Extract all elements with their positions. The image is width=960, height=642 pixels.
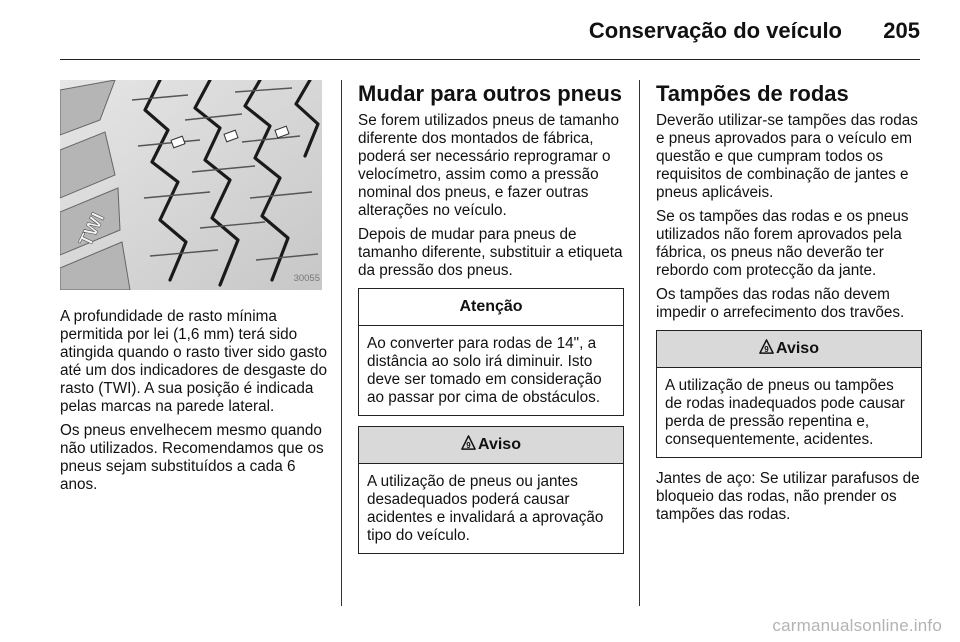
- column-2: [358, 80, 624, 564]
- notice-title: Atenção: [359, 289, 623, 326]
- paragraph: Se forem utilizados pneus de tamanho diferente dos montados de fábrica, poderá ser necessário reprogramar o velocímetro, assim como a pressão nominal dos pneus, e fazer outras alterações no veículo.: [358, 112, 620, 219]
- notice-text: A utilização de pneus ou tampões de rodas inadequados pode causar perda de pressão repentina e, consequentemente, acidentes.: [665, 377, 905, 448]
- column-divider-left: [341, 80, 342, 606]
- notice-text: Ao converter para rodas de 14", a distância ao solo irá diminuir. Isto deve ser tomado em consideração ao passar por cima de obstáculos.: [367, 335, 602, 406]
- tire-tread-photo-icon: [60, 80, 322, 290]
- paragraph: Os tampões das rodas não devem impedir o arrefecimento dos travões.: [656, 286, 905, 321]
- header-rule: [60, 59, 920, 60]
- paragraph: Jantes de aço: Se utilizar parafusos de bloqueio das rodas, não prender os tampões das rodas.: [656, 470, 920, 523]
- page-header: [0, 0, 960, 62]
- notice-title: Aviso: [776, 340, 819, 357]
- section-heading: Tampões de rodas: [656, 81, 849, 106]
- paragraph: Depois de mudar para pneus de tamanho diferente, substituir a etiqueta da pressão dos pneus.: [358, 226, 623, 279]
- tire-tread-figure: [60, 80, 322, 290]
- paragraph: A profundidade de rasto mínima permitida por lei (1,6 mm) terá sido atingida quando o rasto tiver sido gasto até um dos indicadores de desgaste do rasto (TWI). A sua posição é indicada pelas marcas na parede lateral.: [60, 308, 328, 415]
- warning-glyph: 9: [764, 344, 769, 354]
- warning-notice: [656, 330, 922, 458]
- notice-title: Aviso: [478, 436, 521, 453]
- notice-text: A utilização de pneus ou jantes desadequados poderá causar acidentes e invalidará a aprovação tipo do veículo.: [367, 473, 604, 544]
- column-divider-right: [639, 80, 640, 606]
- warning-glyph: 9: [466, 440, 471, 450]
- paragraph: Se os tampões das rodas e os pneus utilizados não forem aprovados pela fábrica, os pneus não deverão ter rebordo com protecção da jante.: [656, 208, 909, 279]
- warning-triangle-icon: [461, 435, 476, 455]
- section-heading: Mudar para outros pneus: [358, 81, 623, 106]
- page-title: Conservação do veículo: [588, 18, 842, 43]
- paragraph: Os pneus envelhecem mesmo quando não utilizados. Recomendamos que os pneus sejam substituídos a cada 6 anos.: [60, 422, 324, 493]
- paragraph: Deverão utilizar-se tampões das rodas e pneus aprovados para o veículo em questão e que cumpram todos os requisitos de combinação de jantes e pneus aplicáveis.: [656, 112, 918, 201]
- figure-number: 30055: [293, 273, 320, 284]
- page-number: 205: [883, 18, 920, 43]
- attention-notice: [358, 288, 624, 416]
- warning-notice: [358, 426, 624, 554]
- column-3: [656, 80, 922, 530]
- watermark: carmanualsonline.info: [772, 616, 942, 635]
- twi-marking: TWI: [75, 209, 110, 251]
- warning-triangle-icon: [759, 339, 774, 359]
- column-1: [60, 80, 330, 500]
